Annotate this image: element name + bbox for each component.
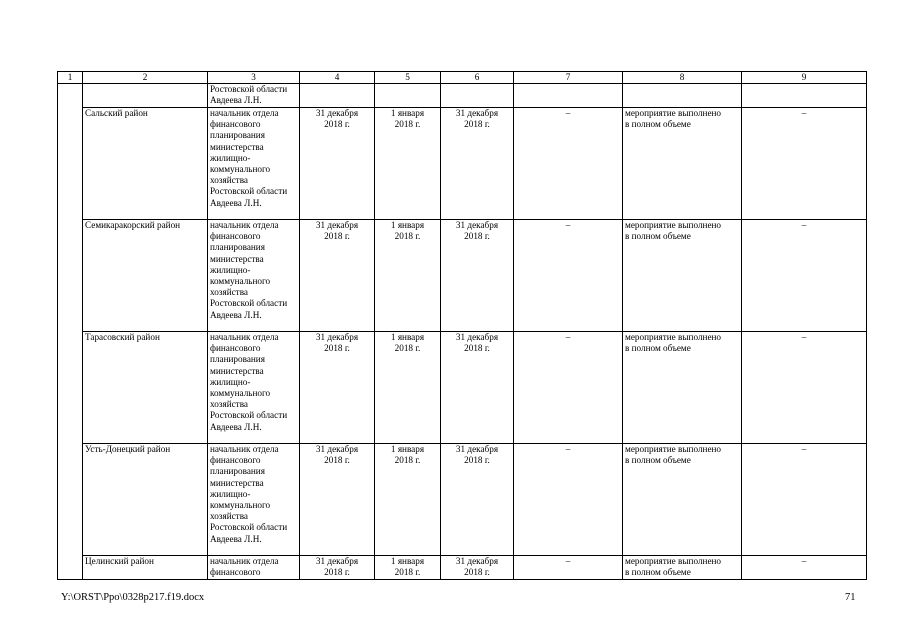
result-cell: мероприятие выполнено в полном объеме: [623, 220, 742, 332]
start-date-cell: [375, 84, 441, 108]
col9-cell: –: [742, 556, 867, 580]
district-cell: [83, 84, 208, 108]
column-number-3: 3: [208, 72, 300, 84]
start-date-cell: 1 января 2018 г.: [375, 556, 441, 580]
footer-page-number: 71: [845, 592, 856, 603]
col7-cell: –: [514, 444, 623, 556]
column-number-2: 2: [83, 72, 208, 84]
col9-cell: –: [742, 444, 867, 556]
col7-cell: –: [514, 108, 623, 220]
table-row: [58, 332, 867, 444]
col9-cell: –: [742, 332, 867, 444]
responsible-cell: начальник отдела финансового планирования министерства жилищно- коммунального хозяйства Ростовской области Авдеева Л.Н.: [208, 332, 300, 444]
planned-date-cell: 31 декабря 2018 г.: [300, 332, 375, 444]
planned-date-cell: 31 декабря 2018 г.: [300, 220, 375, 332]
column-number-9: 9: [742, 72, 867, 84]
end-date-cell: [441, 84, 514, 108]
table-row: [58, 556, 867, 580]
end-date-cell: 31 декабря 2018 г.: [441, 220, 514, 332]
result-cell: [623, 84, 742, 108]
responsible-cell: Ростовской области Авдеева Л.Н.: [208, 84, 300, 108]
column-number-7: 7: [514, 72, 623, 84]
col7-cell: [514, 84, 623, 108]
planned-date-cell: 31 декабря 2018 г.: [300, 444, 375, 556]
continuation-row: [58, 84, 867, 108]
end-date-cell: 31 декабря 2018 г.: [441, 444, 514, 556]
district-cell: Сальский район: [83, 108, 208, 220]
responsible-cell: начальник отдела финансового планирования министерства жилищно- коммунального хозяйства Ростовской области Авдеева Л.Н.: [208, 108, 300, 220]
footer-file-path: Y:\ORST\Ppo\0328p217.f19.docx: [61, 592, 205, 603]
column-numbers-row: [58, 72, 867, 84]
col9-cell: –: [742, 220, 867, 332]
column-number-5: 5: [375, 72, 441, 84]
responsible-cell: начальник отдела финансового: [208, 556, 300, 580]
district-cell: Целинский район: [83, 556, 208, 580]
column-number-8: 8: [623, 72, 742, 84]
district-cell: Усть-Донецкий район: [83, 444, 208, 556]
start-date-cell: 1 января 2018 г.: [375, 332, 441, 444]
responsible-cell: начальник отдела финансового планирования министерства жилищно- коммунального хозяйства Ростовской области Авдеева Л.Н.: [208, 220, 300, 332]
planned-date-cell: 31 декабря 2018 г.: [300, 108, 375, 220]
table-row: [58, 220, 867, 332]
col7-cell: –: [514, 332, 623, 444]
table-row: [58, 444, 867, 556]
responsible-cell: начальник отдела финансового планирования министерства жилищно- коммунального хозяйства Ростовской области Авдеева Л.Н.: [208, 444, 300, 556]
merged-number-cell: [58, 84, 83, 580]
result-cell: мероприятие выполнено в полном объеме: [623, 108, 742, 220]
result-cell: мероприятие выполнено в полном объеме: [623, 444, 742, 556]
district-cell: Тарасовский район: [83, 332, 208, 444]
start-date-cell: 1 января 2018 г.: [375, 108, 441, 220]
planned-date-cell: 31 декабря 2018 г.: [300, 556, 375, 580]
report-table: [57, 71, 867, 580]
end-date-cell: 31 декабря 2018 г.: [441, 108, 514, 220]
col7-cell: –: [514, 556, 623, 580]
col9-cell: [742, 84, 867, 108]
result-cell: мероприятие выполнено в полном объеме: [623, 332, 742, 444]
column-number-6: 6: [441, 72, 514, 84]
planned-date-cell: [300, 84, 375, 108]
end-date-cell: 31 декабря 2018 г.: [441, 332, 514, 444]
start-date-cell: 1 января 2018 г.: [375, 220, 441, 332]
result-cell: мероприятие выполнено в полном объеме: [623, 556, 742, 580]
col9-cell: –: [742, 108, 867, 220]
column-number-4: 4: [300, 72, 375, 84]
start-date-cell: 1 января 2018 г.: [375, 444, 441, 556]
column-number-1: 1: [58, 72, 83, 84]
col7-cell: –: [514, 220, 623, 332]
end-date-cell: 31 декабря 2018 г.: [441, 556, 514, 580]
district-cell: Семикаракорский район: [83, 220, 208, 332]
table-row: [58, 108, 867, 220]
